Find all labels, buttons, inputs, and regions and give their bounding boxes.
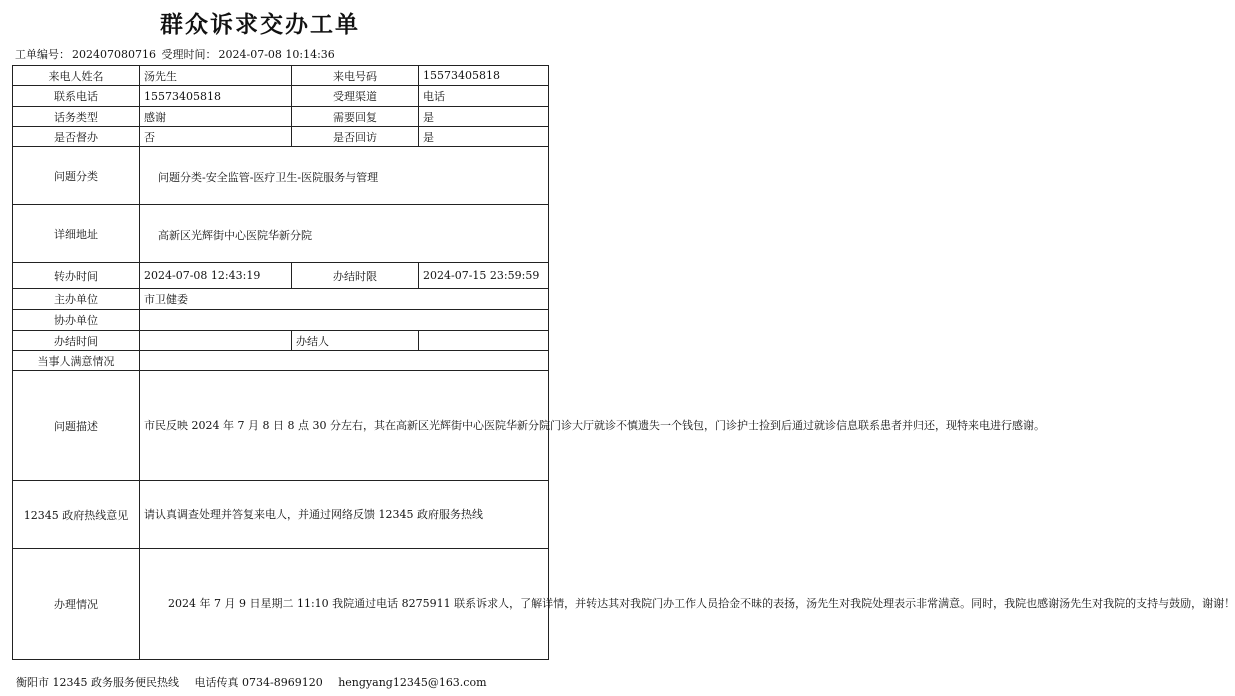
deadline: 2024-07-15 23:59:59 <box>419 263 549 289</box>
assist-unit-label: 协办单位 <box>13 310 140 331</box>
order-no: 202407080716 <box>72 48 156 61</box>
table-row <box>13 263 549 289</box>
channel-label: 受理渠道 <box>292 86 419 107</box>
table-row <box>13 66 549 86</box>
table-row <box>13 481 549 549</box>
type-label: 话务类型 <box>13 107 140 127</box>
accept-time: 2024-07-08 10:14:36 <box>218 48 335 61</box>
supervise: 否 <box>140 127 292 147</box>
table-row <box>13 107 549 127</box>
work-order-table <box>12 65 1235 660</box>
desc-label: 问题描述 <box>13 371 140 481</box>
finisher-label: 办结人 <box>292 331 419 351</box>
handling-label: 办理情况 <box>13 549 140 660</box>
transfer-time-label: 转办时间 <box>13 263 140 289</box>
contact-label: 联系电话 <box>13 86 140 107</box>
finisher <box>419 331 549 351</box>
page-footer <box>16 674 499 690</box>
table-row <box>13 331 549 351</box>
table-row <box>13 371 549 481</box>
revisit: 是 <box>419 127 549 147</box>
table-row <box>13 147 549 205</box>
handling: 2024 年 7 月 9 日星期二 11:10 我院通过电话 8275911 联系诉求人，了解详情，并转达其对我院门办工作人员拾金不昧的表扬，汤先生对我院处理表示非常满意。同时，我院也感谢汤先生对我院的支持与鼓励，谢谢！ <box>140 549 549 660</box>
caller-phone-label: 来电号码 <box>292 66 419 86</box>
deadline-label: 办结时限 <box>292 263 419 289</box>
need-reply: 是 <box>419 107 549 127</box>
footer-fax: 电话传真 0734-8969120 <box>194 676 323 689</box>
opinion: 请认真调查处理并答复来电人，并通过网络反馈 12345 政府服务热线 <box>140 481 549 549</box>
category: 问题分类-安全监管-医疗卫生-医院服务与管理 <box>140 147 549 205</box>
category-label: 问题分类 <box>13 147 140 205</box>
satisfaction-label: 当事人满意情况 <box>13 351 140 371</box>
order-no-label: 工单编号： <box>15 48 70 61</box>
supervise-label: 是否督办 <box>13 127 140 147</box>
page-title: 群众诉求交办工单 <box>160 11 360 38</box>
opinion-label: 12345 政府热线意见 <box>13 481 140 549</box>
caller-name: 汤先生 <box>140 66 292 86</box>
table-row <box>13 205 549 263</box>
table-row <box>13 310 549 331</box>
host-unit-label: 主办单位 <box>13 289 140 310</box>
desc: 市民反映 2024 年 7 月 8 日 8 点 30 分左右，其在高新区光辉街中心医院华新分院门诊大厅就诊不慎遗失一个钱包，门诊护士捡到后通过就诊信息联系患者并归还，现特来电进行感谢。 <box>140 371 549 481</box>
contact: 15573405818 <box>140 86 292 107</box>
address-label: 详细地址 <box>13 205 140 263</box>
channel: 电话 <box>419 86 549 107</box>
finish-time-label: 办结时间 <box>13 331 140 351</box>
assist-unit <box>140 310 549 331</box>
caller-name-label: 来电人姓名 <box>13 66 140 86</box>
type: 感谢 <box>140 107 292 127</box>
need-reply-label: 需要回复 <box>292 107 419 127</box>
revisit-label: 是否回访 <box>292 127 419 147</box>
address: 高新区光辉街中心医院华新分院 <box>140 205 549 263</box>
footer-org: 衡阳市 12345 政务服务便民热线 <box>16 676 179 689</box>
footer-email: hengyang12345@163.com <box>338 676 487 689</box>
table-row <box>13 289 549 310</box>
table-row <box>13 351 549 371</box>
table-row <box>13 86 549 107</box>
caller-phone: 15573405818 <box>419 66 549 86</box>
satisfaction <box>140 351 549 371</box>
host-unit: 市卫健委 <box>140 289 549 310</box>
table-row <box>13 549 549 660</box>
finish-time <box>140 331 292 351</box>
transfer-time: 2024-07-08 12:43:19 <box>140 263 292 289</box>
table-row <box>13 127 549 147</box>
order-meta <box>15 46 337 62</box>
accept-time-label: 受理时间： <box>161 48 217 61</box>
